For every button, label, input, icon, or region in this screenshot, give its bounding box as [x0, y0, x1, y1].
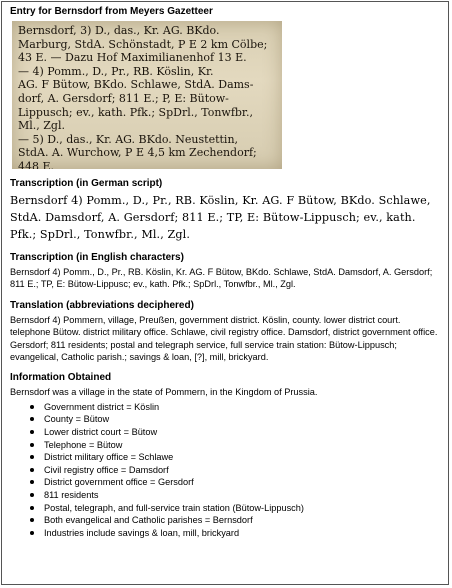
information-list-item: Industries include savings & loan, mill, brickyard — [30, 527, 442, 540]
information-intro: Bernsdorf was a village in the state of Pommern, in the Kingdom of Prussia. — [10, 387, 318, 398]
scan-text-line: 448 E. — [18, 159, 55, 169]
information-list-item: Postal, telegraph, and full-service train station (Bütow-Lippusch) — [30, 502, 442, 515]
information-list-item: 811 residents — [30, 489, 442, 502]
information-list-item: Telephone = Bütow — [30, 439, 442, 452]
information-list-item: Government district = Köslin — [30, 401, 442, 414]
german-script-heading: Transcription (in German script) — [10, 178, 163, 189]
scan-text-line: — 4) Pomm., D., Pr., RB. Köslin, Kr. — [18, 64, 214, 78]
scan-text-line: — 5) D., das., Kr. AG. BKdo. Neustettin, — [18, 132, 239, 146]
translation-text: Bernsdorf 4) Pommern, village, Preußen, government district. Köslin, county. lower district court. telephone Bütow. district military office. Schlawe, civil registry office. Damsdorf, district government office. Gersdorf; 811 residents; postal and telegraph service, full service train station: Bütow-Lippusch; evangelical, Catholic parish.; savings & loan, [?], mill, brickyard. — [10, 314, 438, 363]
information-list-item: Both evangelical and Catholic parishes = Bernsdorf — [30, 514, 442, 527]
document-frame — [1, 1, 449, 585]
information-list-item: Lower district court = Bütow — [30, 426, 442, 439]
information-heading: Information Obtained — [10, 372, 112, 384]
scan-text-line: dorf, A. Gersdorf; 811 E.; P, E: Bütow- — [18, 91, 229, 105]
german-script-transcription: Bernsdorf 4) Pomm., D., Pr., RB. Köslin, Kr. AG. F Bütow, BKdo. Schlawe, StdA. Damsdorf, A. Gersdorf; 811 E.; TP, E: Bütow-Lippusch; ev., kath. Pfk.; SpDrl., Tonwfbr., Ml., Zgl. — [10, 194, 431, 241]
english-characters-heading: Transcription (in English characters) — [10, 252, 184, 263]
information-list-item: Civil registry office = Damsdorf — [30, 464, 442, 477]
page-title: Entry for Bernsdorf from Meyers Gazetteer — [10, 6, 213, 17]
information-list-item: County = Bütow — [30, 413, 442, 426]
scan-text-line: Bernsdorf, 3) D., das., Kr. AG. BKdo. — [18, 24, 220, 37]
english-characters-transcription: Bernsdorf 4) Pomm., D., Pr., RB. Köslin, Kr. AG. F Bütow, BKdo. Schlawe, StdA. Damsdorf, A. Gersdorf; 811 E.; TP, E: Bütow-Lippusc; ev., kath. Pfk.; SpDrl., Tonwfbr., Ml., Zgl. — [10, 267, 433, 290]
scan-text-line: 43 E. — Dazu Hof Maximilianenhof 13 E. — [18, 51, 247, 65]
scan-text-line: Marburg, StdA. Schönstadt, P E 2 km Cölbe; — [18, 37, 268, 51]
information-list-item: District military office = Schlawe — [30, 451, 442, 464]
information-list-item: District government office = Gersdorf — [30, 476, 442, 489]
scan-text-line: Ml., Zgl. — [18, 119, 65, 133]
gazetteer-scan-image — [12, 21, 282, 169]
scan-text-line: StdA. A. Wurchow, P E 4,5 km Zechendorf; — [18, 146, 257, 160]
translation-heading: Translation (abbreviations deciphered) — [10, 299, 194, 311]
information-list — [10, 401, 442, 540]
scan-text-line: Lippusch; ev., kath. Pfk.; SpDrl., Tonwfbr., — [18, 105, 253, 119]
scan-text-line: AG. F Bütow, BKdo. Schlawe, StdA. Dams- — [18, 78, 254, 92]
